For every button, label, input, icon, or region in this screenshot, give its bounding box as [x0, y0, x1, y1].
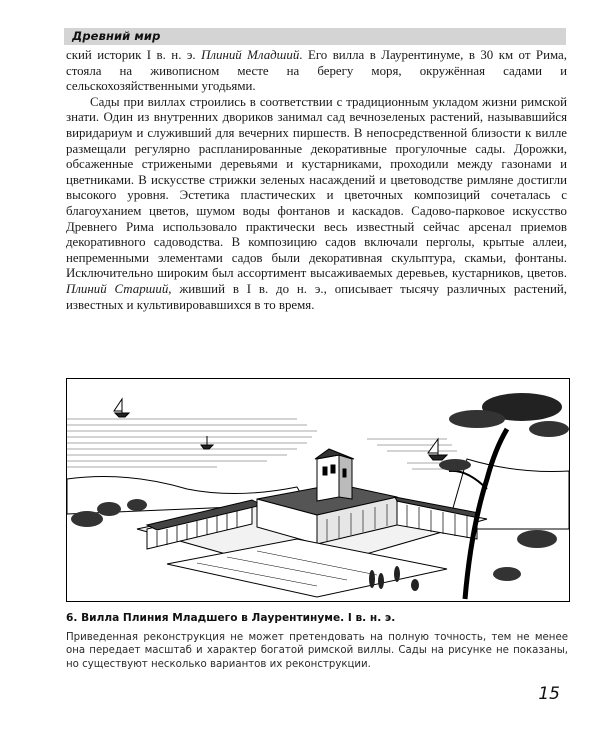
paragraph-2	[66, 95, 567, 313]
p1-text-after: . Его вилла в Лаурентинуме, в 30 км от Рима, стояла на живописном месте на берегу моря, окружённая садами и сельскохозяйственными угодьями.	[66, 48, 567, 94]
body-text	[66, 48, 567, 313]
paragraph-1	[66, 48, 567, 95]
running-header-label: Древний мир	[72, 29, 161, 43]
p2-text-before: Сады при виллах строились в соответствии с традиционным укладом жизни римской знати. Один из внутренних двориков занимал сад вечнозеленых растений, называвшийся виридариум и служивший для вечерних пиршеств. В непосредственной близости к вилле размещали регулярно распланированные декоративные прогулочные сады. Дорожки, обсаженные стрижеными деревьями и кустарниками, проходили между газонами и цветниками. В искусстве стрижки зеленых насаждений и цветоводстве римляне достигли высокого уровня. Эстетика пластических и цветочных композиций сочеталась с благоуханием цветов, шумом воды фонтанов и каскадов. Садово-парковое искусство Древнего Рима использовало практически весь известный сейчас арсенал приемов декоративного садоводства. В композицию садов включали перголы, крытые аллеи, непременными элементами садов были декоративная скульптура, скамьи, фонтаны. Исключительно широким был ассортимент высаживаемых деревьев, кустарников, цветов.	[66, 94, 567, 281]
villa-illustration	[66, 378, 570, 602]
p2-name-emphasis: Плиний Старший	[66, 281, 169, 296]
page-number: 15	[538, 684, 560, 704]
figure-caption-text: Приведенная реконструкция не может претендовать на полную точность, тем не менее она передает масштаб и характер богатой римской виллы. Сады на рисунке не показаны, но существуют несколько вариантов их реконструкции.	[66, 632, 568, 670]
p1-text-before: ский историк I в. н. э.	[66, 48, 202, 62]
p1-name-emphasis: Плиний Младший	[201, 48, 300, 62]
p2-text-after: , живший в I в. до н. э., описывает тысячу различных растений, известных и культивировавшихся в то время.	[66, 281, 567, 312]
figure-caption-title: 6. Вилла Плиния Младшего в Лаурентинуме. I в. н. э.	[66, 612, 396, 624]
